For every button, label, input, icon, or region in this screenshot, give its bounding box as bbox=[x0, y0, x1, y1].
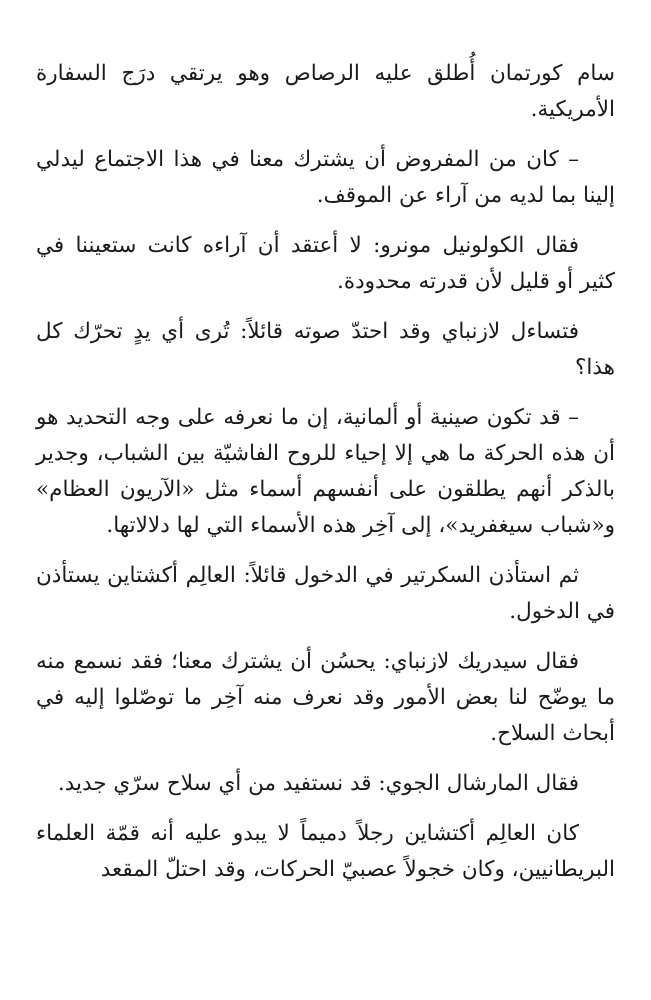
paragraph-3: فقال الكولونيل مونرو: لا أعتقد أن آراءه كانت ستعيننا في كثير أو قليل لأن قدرته محدودة. bbox=[36, 233, 615, 294]
paragraph-2: – كان من المفروض أن يشترك معنا في هذا الاجتماع ليدلي إلينا بما لديه من آراء عن الموقف. bbox=[36, 147, 615, 208]
paragraph-6: ثم استأذن السكرتير في الدخول قائلاً: العالِم أكشتاين يستأذن في الدخول. bbox=[36, 563, 615, 624]
paragraph-9: كان العالِم أكتشاين رجلاً دميماً لا يبدو عليه أنه قمّة العلماء البريطانيين، وكان خجولاً عصبيّ الحركات، وقد احتلّ المقعد bbox=[36, 821, 615, 882]
paragraph-8: فقال المارشال الجوي: قد نستفيد من أي سلاح سرّي جديد. bbox=[57, 771, 579, 796]
book-page bbox=[36, 56, 615, 1000]
paragraph-5: – قد تكون صينية أو ألمانية، إن ما نعرفه على وجه التحديد هو أن هذه الحركة ما هي إلا إحياء للروح الفاشيّة بين الشباب، وجدير بالذكر أنهم يطلقون على أنفسهم أسماء مثل «الآريون العظام» و«شباب سيغفريد»، إلى آخِر هذه الأسماء التي لها دلالاتها. bbox=[36, 405, 615, 538]
paragraph-7: فقال سيدريك لازنباي: يحسُن أن يشترك معنا؛ فقد نسمع منه ما يوضّح لنا بعض الأمور وقد نعرف منه آخِر ما توصّلوا إليه في أبحاث السلاح. bbox=[36, 649, 615, 746]
paragraph-4: فتساءل لازنباي وقد احتدّ صوته قائلاً: تُرى أي يدٍ تحرّك كل هذا؟ bbox=[36, 319, 615, 380]
paragraph-1: سام كورتمان أُطلق عليه الرصاص وهو يرتقي درَج السفارة الأمريكية. bbox=[36, 61, 615, 122]
